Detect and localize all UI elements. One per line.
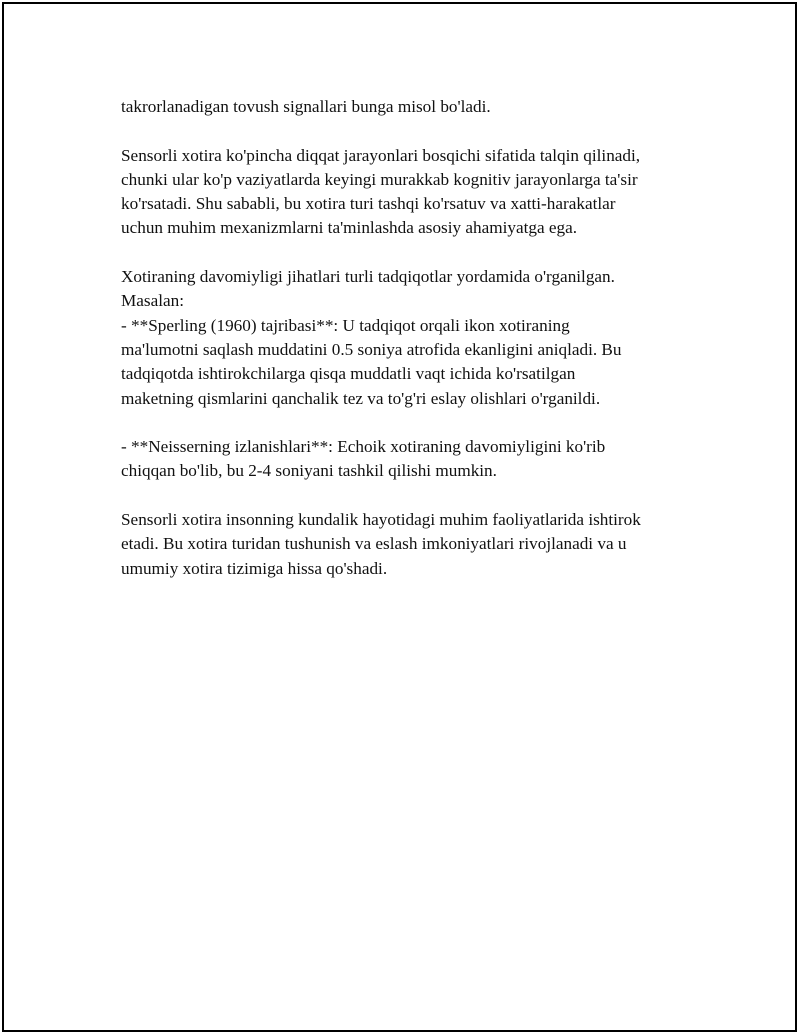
- paragraph-duration-studies: Xotiraning davomiyligi jihatlari turli tadqiqotlar yordamida o'rganilgan. Masalan: - **Sperling (1960) tajribasi**: U tadqiqot orqali ikon xotiraning ma'lumotni saqlash muddatini 0.5 soniya atrofida ekanligini aniqladi. Bu tadqiqotda ishtirokchilarga qisqa muddatli vaqt ichida ko'rsatilgan maketning qismlarini qanchalik tez va to'g'ri eslay olishlari o'rganildi.: [121, 267, 622, 408]
- paragraph-sensory-attention: Sensorli xotira ko'pincha diqqat jarayonlari bosqichi sifatida talqin qilinadi, chunki ular ko'p vaziyatlarda keyingi murakkab kognitiv jarayonlarga ta'sir ko'rsatadi. Shu sababli, bu xotira turi tashqi ko'rsatuv va xatti-harakatlar uchun muhim mexanizmlarni ta'minlashda asosiy ahamiyatga ega.: [121, 145, 641, 238]
- page-frame: [2, 2, 797, 1032]
- paragraph-neisser: - **Neisserning izlanishlari**: Echoik xotiraning davomiyligini ko'rib chiqqan bo'lib, bu 2-4 soniyani tashkil qilishi mumkin.: [121, 437, 606, 481]
- paragraph-continuation: takrorlanadigan tovush signallari bunga misol bo'ladi.: [121, 97, 491, 116]
- paragraph-conclusion: Sensorli xotira insonning kundalik hayotidagi muhim faoliyatlarida ishtirok etadi. Bu xotira turidan tushunish va eslash imkoniyatlari rivojlanadi va u umumiy xotira tizimiga hissa qo'shadi.: [121, 510, 641, 578]
- document-body: [121, 95, 701, 581]
